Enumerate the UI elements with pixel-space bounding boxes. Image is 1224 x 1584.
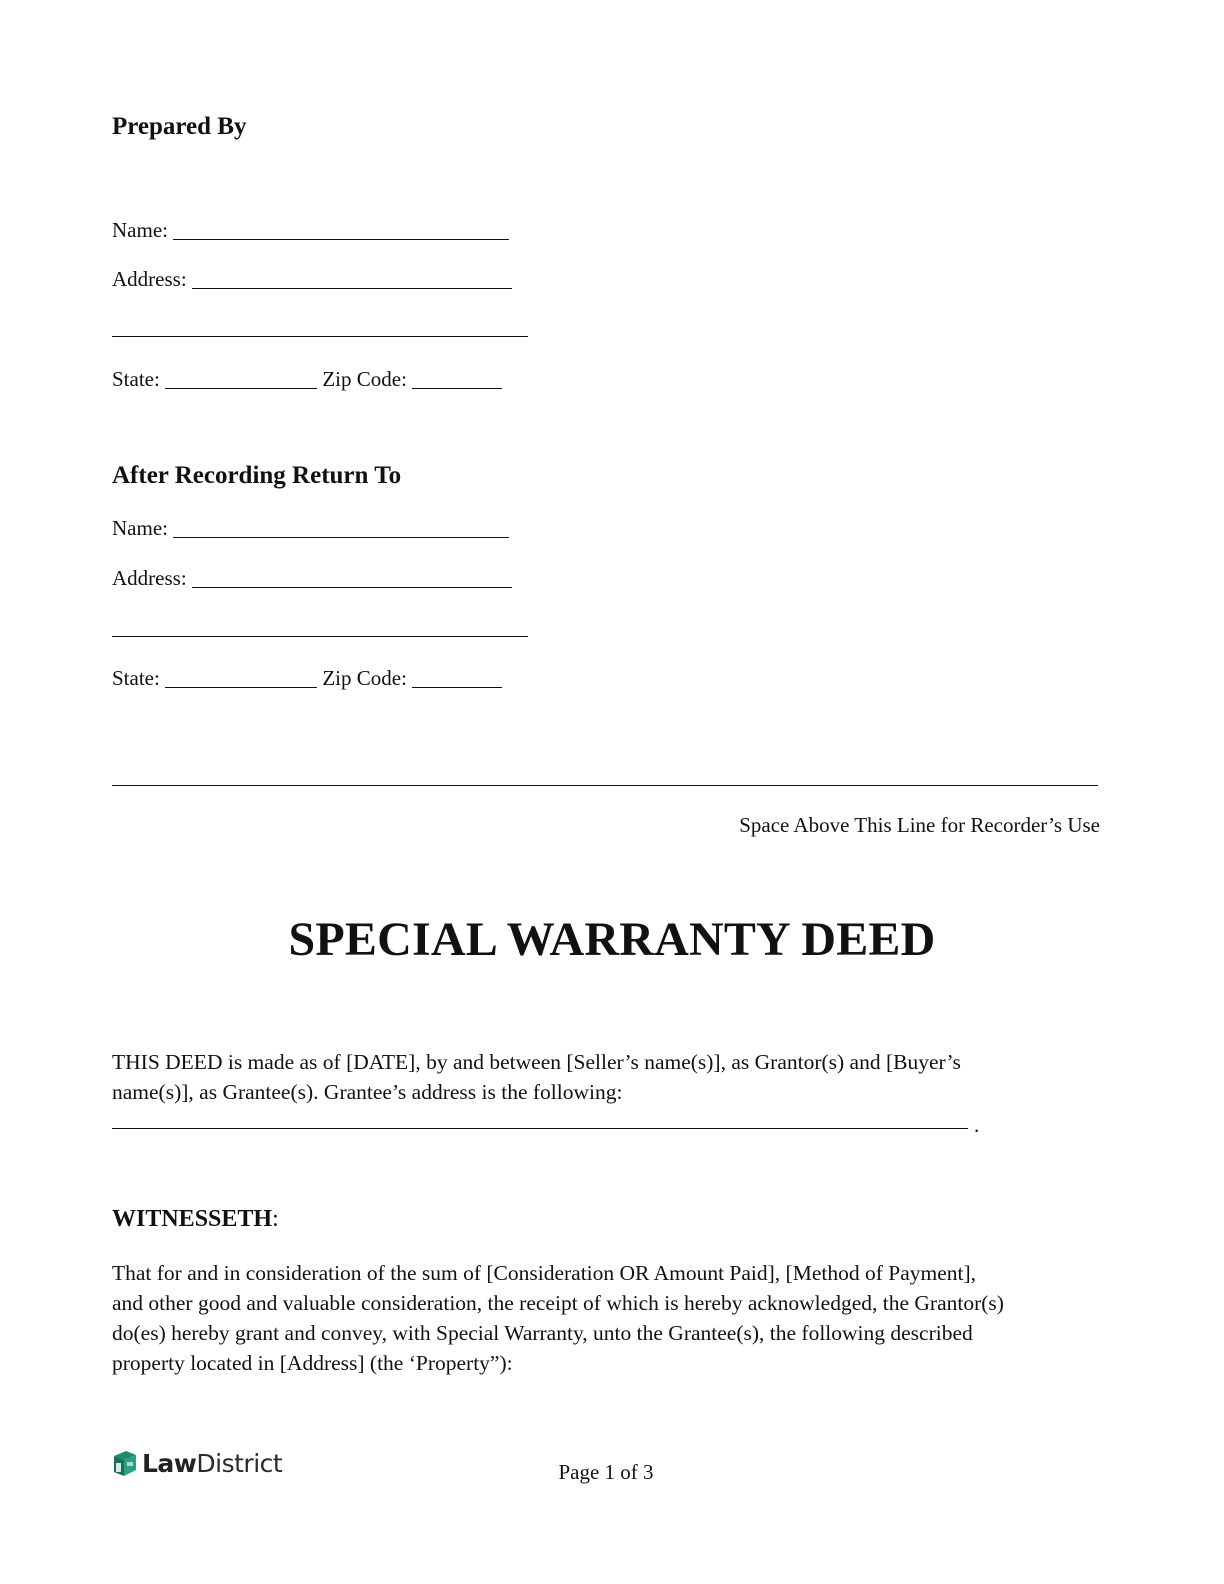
witnesseth-colon: : (272, 1206, 279, 1232)
logo-text-bold: Law (142, 1448, 197, 1478)
intro-line-1: THIS DEED is made as of [DATE], by and between [Seller’s name(s)], as Grantor(s) and [Buyer’s (112, 1050, 961, 1074)
return-to-heading: After Recording Return To (112, 462, 402, 489)
grantee-address-end-mark: . (974, 1113, 980, 1137)
logo-text-regular: District (196, 1448, 283, 1478)
return-to-name-field[interactable] (173, 537, 509, 538)
prepared-by-address-label: Address: (112, 267, 187, 291)
witnesseth-line-3: do(es) hereby grant and convey, with Special Warranty, unto the Grantee(s), the following described (112, 1321, 973, 1345)
prepared-by-state-zip-row (112, 369, 502, 390)
return-to-address-field[interactable] (192, 587, 512, 588)
recorder-divider-line (112, 785, 1098, 786)
prepared-by-name-field[interactable] (173, 239, 509, 240)
page-number: Page 1 of 3 (558, 1460, 654, 1484)
witnesseth-line-4: property located in [Address] (the ‘Property”): (112, 1351, 513, 1375)
prepared-by-address-row (112, 269, 512, 290)
document-title: SPECIAL WARRANTY DEED (288, 913, 936, 966)
return-to-zip-label: Zip Code: (322, 666, 407, 690)
intro-line-2: name(s)], as Grantee(s). Grantee’s address is the following: (112, 1080, 623, 1104)
return-to-address-row (112, 568, 512, 589)
prepared-by-state-label: State: (112, 367, 160, 391)
return-to-name-row (112, 518, 509, 539)
witnesseth-heading: WITNESSETH (112, 1206, 273, 1232)
witnesseth-line-1: That for and in consideration of the sum of [Consideration OR Amount Paid], [Method of Payment], (112, 1261, 977, 1285)
prepared-by-zip-field[interactable] (412, 388, 502, 389)
prepared-by-name-row (112, 220, 509, 241)
return-to-state-zip-row (112, 668, 502, 689)
return-to-address-label: Address: (112, 566, 187, 590)
return-to-state-label: State: (112, 666, 160, 690)
recorder-note: Space Above This Line for Recorder’s Use (739, 813, 1100, 837)
prepared-by-address-field[interactable] (192, 288, 512, 289)
return-to-name-label: Name: (112, 516, 168, 540)
prepared-by-name-label: Name: (112, 218, 168, 242)
prepared-by-state-field[interactable] (165, 388, 317, 389)
prepared-by-heading: Prepared By (112, 113, 247, 140)
return-to-zip-field[interactable] (412, 687, 502, 688)
return-to-address-line-2[interactable] (112, 636, 528, 637)
witnesseth-line-2: and other good and valuable consideration, the receipt of which is hereby acknowledged, the Grantor(s) (112, 1291, 1004, 1315)
prepared-by-zip-label: Zip Code: (322, 367, 407, 391)
witnesseth-heading-row (112, 1206, 279, 1233)
prepared-by-address-line-2[interactable] (112, 336, 528, 337)
return-to-state-field[interactable] (165, 687, 317, 688)
grantee-address-field[interactable] (112, 1128, 968, 1129)
